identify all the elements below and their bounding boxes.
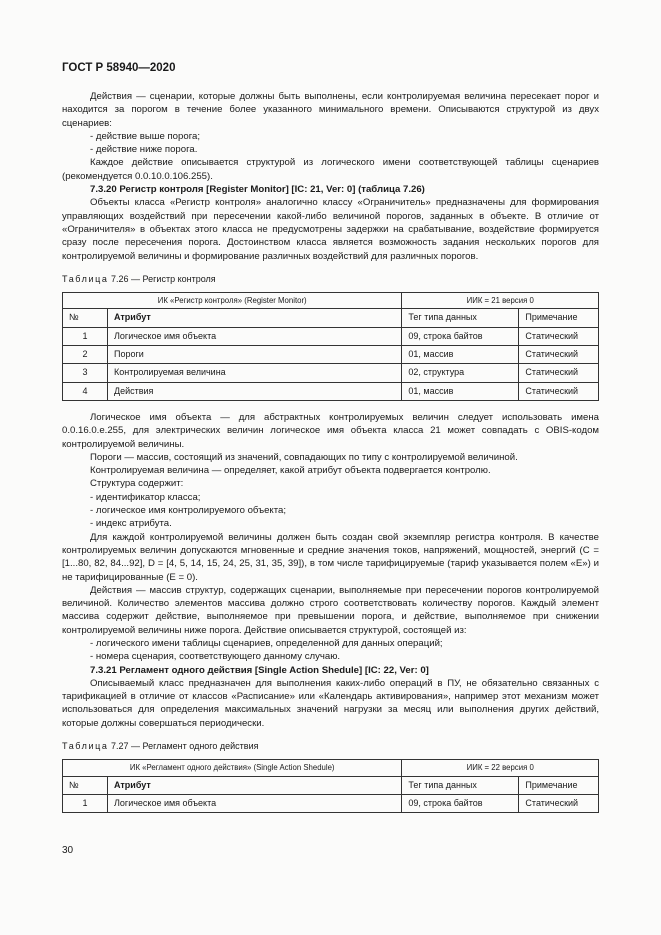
cell-note: Статический — [519, 346, 599, 364]
cell-type: 01, массив — [402, 382, 519, 400]
paragraph: Описываемый класс предназначен для выполнения каких-либо операций в ПУ, не обязательно связанных с тарификацией в отличие от классов «Расписание» или «Календарь активирования», например этот механизм может использоваться для определения максимальных значений нагрузки за месяц или выполнения других действий, которые должны совершаться периодически. — [62, 677, 599, 729]
paragraph: Действия — массив структур, содержащих сценарии, выполняемые при пересечении порогов контролируемой величиной. Количество элементов массива должно строго соответствовать количеству порогов. Каждый элемент массива содержит действие, выполняемое при превышении порога, и действие, выполняемое при снижении контролируемой величины ниже порога. Действие описывается структурой, состоящей из: — [62, 584, 599, 636]
page-number: 30 — [62, 845, 74, 856]
page-header: ГОСТ Р 58940—2020 — [62, 62, 176, 74]
paragraph: Объекты класса «Регистр контроля» аналогично классу «Ограничитель» предназначены для формирования управляющих воздействий при пересечении какой-либо величиной порогов, заданных в объекте. В отличие от «Ограничителя» в объектах этого класса не предусмотрены задержки на срабатывание, воздействие формируется сразу после пересечения порога. Достоинством класса является возможность задания нескольких порогов для контролируемой величины и формирование различных воздействий для различных порогов. — [62, 197, 599, 262]
table-caption-text: 7.26 — Регистр контроля — [111, 273, 216, 284]
ic-label: ИК «Регистр контроля» (Register Monitor) — [63, 293, 402, 309]
cell-number: 2 — [63, 346, 108, 364]
section-heading: 7.3.21 Регламент одного действия [Single Action Shedule] [IC: 22, Ver: 0] — [90, 664, 429, 676]
iik-label: ИИК = 22 версия 0 — [402, 760, 599, 776]
table-header-row — [63, 309, 599, 327]
paragraph: Каждое действие описывается структурой из логического имени соответствующей таблицы сценариев (рекомендуется 0.0.10.0.106.255). — [62, 157, 599, 182]
table-top-header-row — [63, 760, 599, 776]
list-item: - идентификатор класса; — [90, 491, 201, 503]
paragraph: Логическое имя объекта — для абстрактных контролируемых величин следует использовать имена 0.0.16.0.e.255, для электрических величин логическое имя объекта класса 21 может совпадать с OBIS-кодом контролируемой величины. — [62, 411, 599, 450]
paragraph: Структура содержит: — [90, 478, 184, 490]
cell-number: 1 — [63, 327, 108, 345]
col-header-attribute: Атрибут — [108, 776, 402, 794]
cell-note: Статический — [519, 794, 599, 812]
paragraph: Пороги — массив, состоящий из значений, совпадающих по типу с контролируемой величиной. — [90, 451, 518, 463]
list-item: - логического имени таблицы сценариев, определенной для данных операций; — [90, 637, 443, 649]
cell-type: 09, строка байтов — [402, 327, 519, 345]
cell-attribute: Логическое имя объекта — [108, 327, 402, 345]
table-caption-word: Таблица — [62, 273, 109, 284]
col-header-attribute: Атрибут — [108, 309, 402, 327]
cell-type: 09, строка байтов — [402, 794, 519, 812]
col-header-note: Примечание — [519, 309, 599, 327]
col-header-type: Тег типа данных — [402, 776, 519, 794]
iik-label: ИИК = 21 версия 0 — [402, 293, 599, 309]
cell-number: 1 — [63, 794, 108, 812]
list-item: - номера сценария, соответствующего данному случаю. — [90, 651, 341, 663]
cell-attribute: Логическое имя объекта — [108, 794, 402, 812]
col-header-note: Примечание — [519, 776, 599, 794]
table-caption — [62, 740, 599, 753]
table-7-27 — [62, 759, 599, 813]
cell-type: 02, структура — [402, 364, 519, 382]
cell-note: Статический — [519, 327, 599, 345]
table-row — [63, 794, 599, 812]
table-top-header-row — [63, 293, 599, 309]
page-content — [62, 90, 599, 823]
table-caption-text: 7.27 — Регламент одного действия — [111, 741, 259, 752]
table-row — [63, 364, 599, 382]
cell-attribute: Пороги — [108, 346, 402, 364]
section-heading: 7.3.20 Регистр контроля [Register Monitor] [IC: 21, Ver: 0] (таблица 7.26) — [90, 184, 425, 196]
table-header-row — [63, 776, 599, 794]
list-item: - действие ниже порога. — [90, 144, 198, 156]
cell-number: 3 — [63, 364, 108, 382]
col-header-number: № — [63, 776, 108, 794]
paragraph: Действия — сценарии, которые должны быть выполнены, если контролируемая величина пересекает порог и находится за порогом в течение более указанного минимального времени. Описываются структурой из двух сценариев: — [62, 91, 599, 129]
table-7-26 — [62, 292, 599, 401]
cell-note: Статический — [519, 364, 599, 382]
list-item: - действие выше порога; — [90, 130, 200, 142]
table-caption-word: Таблица — [62, 741, 109, 752]
ic-label: ИК «Регламент одного действия» (Single Action Shedule) — [63, 760, 402, 776]
table-row — [63, 327, 599, 345]
col-header-type: Тег типа данных — [402, 309, 519, 327]
paragraph: Для каждой контролируемой величины должен быть создан свой экземпляр регистра контроля. В качестве контролируемых величин допускаются мгновенные и средние значения токов, напряжений, мощностей, энергий (C = [1...80, 82, 84...92], D = [4, 5, 14, 15, 24, 25, 31, 35, 39]), в том числе тарифицируемые (тариф указывается полем «E») и не тарифицированные (E = 0). — [62, 531, 599, 583]
table-caption — [62, 273, 599, 286]
list-item: - индекс атрибута. — [90, 518, 172, 530]
table-row — [63, 382, 599, 400]
cell-attribute: Контролируемая величина — [108, 364, 402, 382]
cell-type: 01, массив — [402, 346, 519, 364]
cell-attribute: Действия — [108, 382, 402, 400]
cell-note: Статический — [519, 382, 599, 400]
list-item: - логическое имя контролируемого объекта; — [90, 505, 287, 517]
paragraph: Контролируемая величина — определяет, какой атрибут объекта подвергается контролю. — [90, 465, 491, 477]
table-row — [63, 346, 599, 364]
cell-number: 4 — [63, 382, 108, 400]
col-header-number: № — [63, 309, 108, 327]
